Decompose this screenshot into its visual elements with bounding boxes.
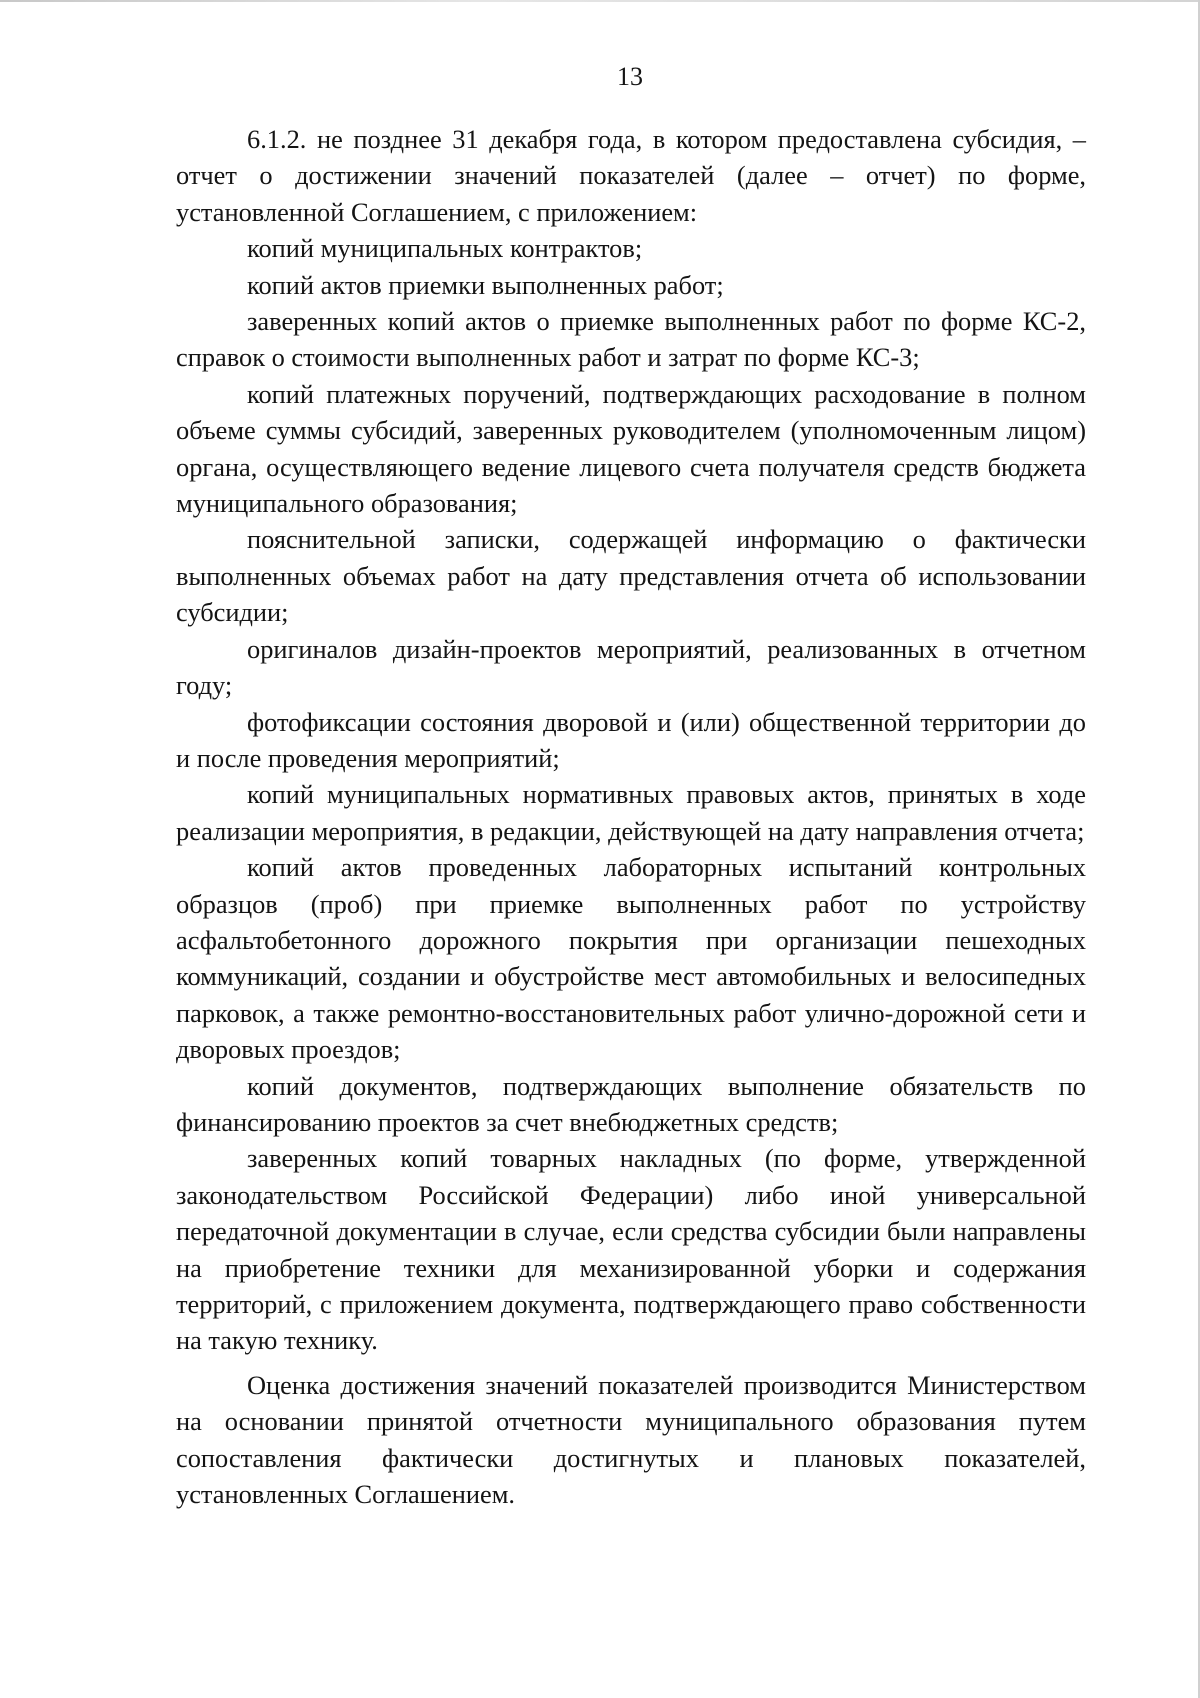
list-item-legal-acts: копий муниципальных нормативных правовых актов, принятых в ходе реализации мероприятия, в редакции, действующей на дату направления отчета; [176, 779, 1086, 846]
list-item-payment-orders: копий платежных поручений, подтверждающих расходование в полном объеме суммы субсидий, заверенных руководителем (уполномоченным лицом) органа, осуществляющего ведение лицевого счета получателя средств бюджета муниципального образования; [176, 378, 1086, 519]
paragraph-assessment: Оценка достижения значений показателей производится Министерством на основании принятой отчетности муниципального образования путем сопоставления фактически достигнутых и плановых показателей, установленных Соглашением. [176, 1369, 1086, 1510]
list-item-contracts: копий муниципальных контрактов; [247, 233, 643, 264]
list-item-ks2-ks3: заверенных копий актов о приемке выполненных работ по форме КС-2, справок о стоимости выполненных работ и затрат по форме КС-3; [176, 306, 1086, 373]
list-item-extrabudget-docs: копий документов, подтверждающих выполнение обязательств по финансированию проектов за счет внебюджетных средств; [176, 1070, 1086, 1137]
document-body [176, 121, 1086, 1512]
list-item-explanatory-note: пояснительной записки, содержащей информацию о фактически выполненных объемах работ на дату представления отчета об использовании субсидии; [176, 524, 1086, 628]
list-item-design-projects: оригиналов дизайн-проектов мероприятий, реализованных в отчетном году; [176, 633, 1086, 701]
list-item-lab-tests: копий актов проведенных лабораторных испытаний контрольных образцов (проб) при приемке выполненных работ по устройству асфальтобетонного дорожного покрытия при организации пешеходных коммуникаций, создании и обустройстве мест автомобильных и велосипедных парковок, а также ремонтно-восстановительных работ улично-дорожной сети и дворовых проездов; [176, 852, 1086, 1065]
list-item-acceptance-acts: копий актов приемки выполненных работ; [247, 269, 724, 300]
list-item-waybills: заверенных копий товарных накладных (по форме, утвержденной законодательством Российской Федерации) либо иной универсальной передаточной документации в случае, если средства субсидии были направлены на приобретение техники для механизированной уборки и содержания территорий, с приложением документа, подтверждающего право собственности на такую технику. [176, 1143, 1086, 1356]
list-item-photo-records: фотофиксации состояния дворовой и (или) общественной территории до и после проведения мероприятий; [176, 706, 1086, 773]
page-number: 13 [617, 62, 643, 91]
paragraph-6-1-2: 6.1.2. не позднее 31 декабря года, в котором предоставлена субсидия, – отчет о достижении значений показателей (далее – отчет) по форме, установленной Соглашением, с приложением: [176, 124, 1086, 227]
scan-edge-top [0, 0, 1200, 2]
